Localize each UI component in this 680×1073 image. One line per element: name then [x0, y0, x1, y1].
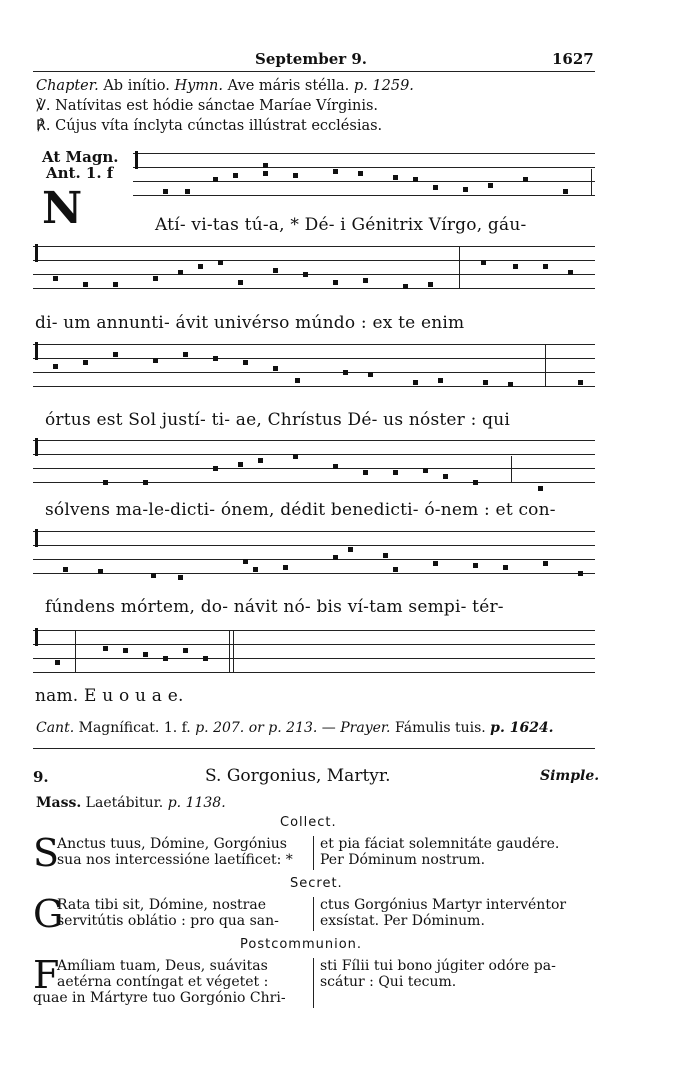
do-clef-icon [135, 151, 138, 169]
secret-initial: G [33, 892, 64, 936]
collect-right-line: Per Dóminum nostrum. [320, 852, 486, 868]
do-clef-icon [35, 529, 38, 547]
canticle-label: Cant. [36, 720, 75, 736]
lyrics-line-5: fúndens mórtem, do- návit nó- bis ví-tam sempi- tér- [45, 597, 504, 617]
feast-number: 9. [33, 768, 49, 786]
secret-left-line: Rata tibi sit, Dómine, nostrae [57, 897, 267, 913]
antiphon-label: At Magn. [42, 148, 119, 166]
antiphon-initial: N [42, 183, 83, 234]
prayer-ref: p. 1624. [490, 720, 554, 736]
postcommunion-initial: F [33, 953, 60, 997]
lyrics-line-3: órtus est Sol justí- ti- ae, Chrístus Dé- us nóster : qui [45, 410, 510, 430]
music-staff [33, 344, 595, 388]
do-clef-icon [35, 438, 38, 456]
collect-left-col [57, 836, 293, 868]
postcommunion-left-line: quae in Mártyre tuo Gorgónio Chri- [33, 990, 286, 1006]
music-staff [33, 246, 595, 290]
column-divider [313, 836, 314, 870]
music-staff [33, 531, 595, 575]
canticle-ref-1: p. 207. [195, 720, 245, 736]
feast-rank: Simple. [540, 768, 600, 784]
section-rule [33, 748, 595, 749]
lyrics-line-1: Atí- vi-tas tú-a, * Dé- i Génitrix Vírgo, gáu- [155, 215, 527, 235]
dash: — [321, 720, 336, 736]
mass-text: Laetábitur. [85, 795, 164, 811]
chapter-hymn-line [36, 78, 414, 94]
collect-right-col [320, 836, 559, 868]
canticle-or: or [248, 720, 264, 736]
secret-right-line: ctus Gorgónius Martyr intervéntor [320, 897, 567, 913]
secret-right-line: exsístat. Per Dóminum. [320, 913, 485, 929]
music-staff [33, 630, 595, 674]
do-clef-icon [35, 342, 38, 360]
secret-left-line: servitútis oblátio : pro qua san- [57, 913, 279, 929]
prayer-label: Prayer. [340, 720, 391, 736]
versicle: ℣. Natívitas est hódie sánctae Maríae Vírginis. [36, 98, 379, 114]
mass-ref: p. 1138. [167, 795, 226, 811]
secret-left-col [57, 897, 279, 929]
chapter-text: Ab inítio. [103, 78, 170, 94]
lyrics-line-6: nam. E u o u a e. [35, 686, 184, 706]
collect-right-line: et pia fáciat solemnitáte gaudére. [320, 836, 560, 852]
header-rule [33, 71, 595, 72]
collect-heading: Collect. [280, 815, 337, 830]
do-clef-icon [35, 244, 38, 262]
do-clef-icon [35, 628, 38, 646]
hymn-text: Ave máris stélla. [227, 78, 350, 94]
mass-label: Mass. [36, 795, 82, 811]
postcommunion-right-line: scátur : Qui tecum. [320, 974, 457, 990]
column-divider [313, 897, 314, 931]
canticle-text: Magníficat. [78, 720, 160, 736]
music-staff [33, 440, 595, 484]
canticle-ref-2: p. 213. [268, 720, 318, 736]
postcommunion-heading: Postcommunion. [240, 937, 363, 952]
column-divider [313, 958, 314, 1008]
hymn-label: Hymn. [174, 78, 224, 94]
feast-title: S. Gorgonius, Martyr. [205, 766, 391, 786]
running-title: September 9. [255, 50, 368, 68]
collect-initial: S [33, 831, 60, 875]
hymn-page-ref: p. 1259. [353, 78, 414, 94]
lyrics-line-4: sólvens ma-le-dicti- ónem, dédit benedicti- ó-nem : et con- [45, 500, 556, 520]
postcommunion-left-col [33, 958, 286, 1006]
mass-line [36, 795, 226, 811]
secret-right-col [320, 897, 566, 929]
secret-heading: Secret. [290, 876, 343, 891]
response: ℟. Cújus víta ínclyta cúnctas illústrat ecclésias. [36, 118, 383, 134]
page-number: 1627 [552, 50, 594, 68]
postcommunion-right-col [320, 958, 556, 990]
postcommunion-left-line: aetérna contíngat et végetet : [57, 974, 269, 990]
music-staff [133, 153, 595, 197]
lyrics-line-2: di- um annunti- ávit univérso múndo : ex te enim [35, 313, 465, 333]
antiphon-mode: Ant. 1. f [46, 164, 114, 182]
collect-left-line: Anctus tuus, Dómine, Gorgónius [57, 836, 287, 852]
canticle-prayer-line [36, 720, 554, 736]
postcommunion-right-line: sti Fílii tui bono júgiter odóre pa- [320, 958, 556, 974]
chapter-label: Chapter. [36, 78, 99, 94]
postcommunion-left-line: Amíliam tuam, Deus, suávitas [57, 958, 268, 974]
prayer-text: Fámulis tuis. [394, 720, 486, 736]
collect-left-line: sua nos intercessióne laetíficet: * [57, 852, 293, 868]
canticle-tone: 1. f. [163, 720, 191, 736]
